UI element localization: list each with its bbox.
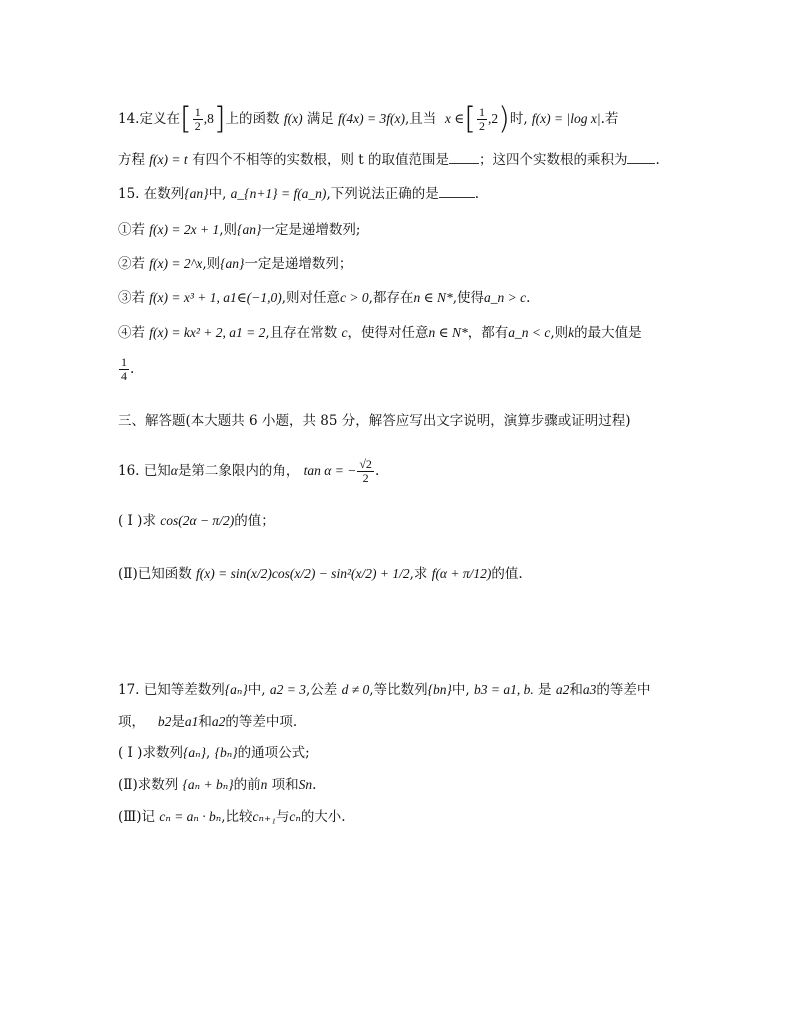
option-text: 一定是递增数列;: [261, 222, 361, 238]
q15-option-3: [118, 288, 530, 308]
math-a2: a2: [211, 714, 226, 729]
q15-head: [118, 184, 479, 204]
math-sn: Sn: [298, 777, 313, 792]
math-seq: {an}: [237, 222, 262, 237]
q17-text: 17. 已知等差数列: [118, 682, 225, 698]
math-a2: a2 = 3: [269, 682, 307, 697]
q17-text: ,: [205, 745, 211, 761]
q14-text: 14.定义在: [118, 111, 180, 127]
math-seq: {bₙ}: [214, 745, 238, 760]
fraction: $\frac{1}{2}$: [194, 105, 201, 133]
q17-text: 与: [275, 809, 290, 825]
math-a3: a3: [582, 682, 597, 697]
math-cn: cₙ: [289, 809, 301, 824]
math-f-expr: f(α + π/12): [431, 566, 492, 581]
math-sum-seq: {aₙ + bₙ}: [182, 777, 234, 792]
option-text: ，都有: [467, 325, 509, 341]
option-text: ①若: [118, 222, 145, 238]
math-a1: a1: [184, 714, 199, 729]
q17-part1: [118, 743, 310, 763]
q16-head: [118, 458, 379, 485]
q17-text: 中,: [247, 682, 266, 698]
option-text: ③若: [118, 290, 145, 306]
q17-text: ,比较: [221, 809, 253, 825]
math-cn: cₙ = aₙ · bₙ: [159, 809, 222, 824]
math-d: d ≠ 0: [341, 682, 370, 697]
q17-text: (Ⅲ)记: [118, 809, 156, 825]
q15-text: 15. 在数列: [118, 186, 185, 202]
math-seq: {bn}: [427, 682, 452, 697]
q17-text: 是: [171, 714, 185, 730]
math-definition: f(x) = |log x|: [531, 111, 601, 126]
math-c: c > 0: [340, 290, 369, 305]
math-function: f(x) = sin(x/2)cos(x/2) − sin²(x/2) + 1/2: [196, 566, 410, 581]
q15-option-4-answer: [118, 356, 134, 383]
math-function: f(x) = 2^x: [149, 256, 203, 271]
q15-text: .: [474, 186, 480, 202]
q17-text: 的大小.: [300, 809, 346, 825]
q17-text: 项和: [271, 777, 299, 793]
fraction: $\frac{1}{2}$: [478, 105, 485, 133]
fraction: $\frac{√2}{2}$: [359, 457, 372, 485]
q16-text: 是第二象限内的角，: [177, 463, 300, 479]
math-function: f(x) = x³ + 1, a1∈(−1,0): [149, 290, 282, 305]
answer-blank: [627, 163, 655, 164]
q14-text: ；这四个实数根的乘积为: [478, 152, 628, 168]
q17-text: ,公差: [306, 682, 338, 698]
q17-text: 是: [538, 682, 552, 698]
q17-text: ,等比数列: [369, 682, 428, 698]
q17-line1: [118, 680, 650, 700]
q14-line1: 14.定义在[ $\frac{1}{2}$ ,8]上的函数 f(x) 满足 f(4x) = 3f(x),且当 x ∈[ $\frac{1}{2}$ ,2)时, f(x) = |log x|.若: [118, 101, 619, 137]
q16-text: 的值.: [491, 566, 523, 582]
q17-text: ( I )求数列: [118, 745, 183, 761]
q14-text: ,且当: [405, 111, 437, 127]
fraction: $\frac{1}{4}$: [121, 355, 127, 383]
option-text: 的最大值是: [574, 325, 642, 341]
q17-text: 的等差中项.: [225, 714, 298, 730]
option-text: 一定是递增数列；: [244, 256, 353, 272]
q17-text: (Ⅱ)求数列: [118, 777, 179, 793]
math-n: n ∈ N*: [428, 325, 468, 340]
q15-text: 中,: [208, 186, 227, 202]
math-recurrence: a_{n+1} = f(a_n): [230, 186, 327, 201]
math-b2: b2: [157, 714, 172, 729]
math-cn1: cₙ₊₁: [252, 809, 276, 824]
q14-text: 方程: [118, 152, 145, 168]
math-n: n: [260, 777, 268, 792]
q14-text: 时,: [509, 111, 528, 127]
math-seq: {an}: [220, 256, 245, 271]
math-seq: {aₙ}: [182, 745, 206, 760]
q17-part2: [118, 775, 316, 795]
option-text: ,使得: [452, 290, 485, 306]
answer-blank: [449, 163, 479, 164]
math-function: f(x) = kx² + 2, a1 = 2: [149, 325, 266, 340]
q16-text: 16. 已知: [118, 463, 171, 479]
q15-option-1: [118, 220, 360, 240]
option-text: ,则: [219, 222, 238, 238]
math-condition: f(4x) = 3f(x): [338, 111, 405, 126]
q17-text: 的通项公式;: [237, 745, 310, 761]
q17-text: 和: [198, 714, 212, 730]
math-c: c: [341, 325, 348, 340]
q16-text: ( I )求: [118, 513, 156, 529]
math-tan: tan α = −: [303, 463, 357, 478]
q14-text: 上的函数: [225, 111, 280, 127]
q16-text: ,求: [409, 566, 428, 582]
math-n: n ∈ N*: [413, 290, 453, 305]
option-text: .: [526, 290, 531, 306]
q15-option-4: [118, 323, 642, 343]
math-alpha: α: [170, 463, 178, 478]
option-text: ④若: [118, 325, 145, 341]
option-text: ,都存在: [368, 290, 414, 306]
math-k: k: [568, 325, 575, 340]
option-text: ，使得对任意: [347, 325, 429, 341]
section-header: 三、解答题(本大题共 6 小题，共 85 分，解答应写出文字说明，演算步骤或证明过程): [118, 413, 631, 429]
q16-part1: [118, 511, 275, 531]
option-text: .: [130, 361, 135, 377]
q14-text: .: [655, 152, 660, 168]
math-seq: {an}: [184, 186, 209, 201]
option-text: ,则对任意: [281, 290, 341, 306]
math-equation: f(x) = t: [149, 152, 188, 167]
math-fx: f(x): [283, 111, 303, 126]
option-text: ,且存在常数: [265, 325, 338, 341]
q17-text: 项，: [118, 714, 145, 730]
math-function: f(x) = 2x + 1: [149, 222, 220, 237]
math-b3: b3 = a1, b.: [473, 682, 534, 697]
q15-text: ,下列说法正确的是: [326, 186, 439, 202]
q14-text: 有四个不相等的实数根，则 t 的取值范围是: [191, 152, 449, 168]
q16-text: (Ⅱ)已知函数: [118, 566, 192, 582]
q14-text: .若: [600, 111, 619, 127]
q15-option-2: [118, 254, 352, 274]
q17-text: 和: [569, 682, 583, 698]
q17-line2: [118, 712, 297, 732]
math-an: a_n > c: [484, 290, 527, 305]
math-cos-expr: cos(2α − π/2): [160, 513, 235, 528]
option-text: ②若: [118, 256, 145, 272]
q14-text: 满足: [306, 111, 334, 127]
q17-text: 的等差中: [596, 682, 651, 698]
q16-part2: [118, 564, 523, 584]
math-an: a_n < c: [508, 325, 551, 340]
q17-text: .: [312, 777, 317, 793]
q16-text: .: [374, 463, 380, 479]
q16-text: 的值；: [234, 513, 275, 529]
option-text: ,则: [202, 256, 221, 272]
option-text: ,则: [550, 325, 569, 341]
math-seq: {aₙ}: [224, 682, 248, 697]
q14-line2: [118, 150, 660, 170]
q17-text: 中,: [451, 682, 470, 698]
math-xin: x ∈: [444, 111, 465, 126]
answer-blank: [439, 197, 475, 198]
q17-part3: [118, 807, 346, 827]
math-a2: a2: [555, 682, 570, 697]
q17-text: 的前: [233, 777, 261, 793]
